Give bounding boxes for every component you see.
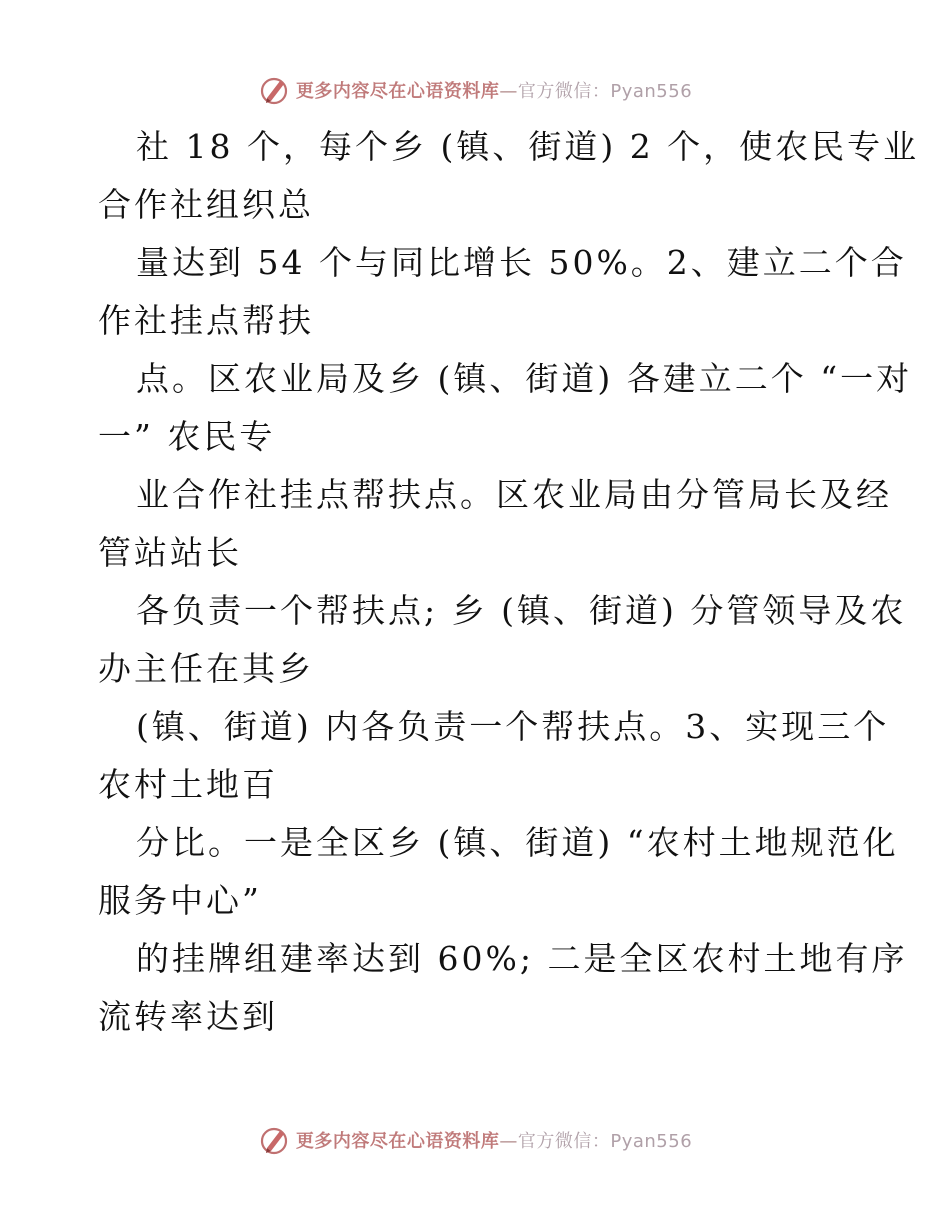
- pen-logo-icon: [258, 1124, 290, 1156]
- text-line-12: 农村土地百: [98, 765, 278, 804]
- watermark-contact: 官方微信：Pyan556: [517, 81, 693, 102]
- watermark-contact: 官方微信：Pyan556: [517, 1131, 693, 1152]
- document-body: [98, 118, 920, 1046]
- header-watermark: [0, 72, 950, 108]
- text-line-7: 业合作社挂点帮扶点。区农业局由分管局长及经: [136, 475, 892, 514]
- text-line-13: 分比。一是全区乡 (镇、街道) “农村土地规范化: [136, 823, 899, 862]
- text-line-15: 的挂牌组建率达到 60%; 二是全区农村土地有序: [136, 939, 908, 978]
- watermark-separator: —: [499, 1131, 518, 1152]
- text-line-16: 流转率达到: [98, 997, 278, 1036]
- text-line-14: 服务中心”: [98, 881, 262, 920]
- text-line-8: 管站站长: [98, 533, 242, 572]
- text-line-10: 办主任在其乡: [98, 649, 314, 688]
- text-line-2: 合作社组织总: [98, 185, 314, 224]
- watermark-brand: 更多内容尽在心语资料库: [295, 1131, 500, 1152]
- watermark-separator: —: [499, 81, 518, 102]
- watermark-brand: 更多内容尽在心语资料库: [295, 81, 500, 102]
- text-line-4: 作社挂点帮扶: [98, 301, 314, 340]
- text-line-9: 各负责一个帮扶点; 乡 (镇、街道) 分管领导及农: [136, 591, 907, 630]
- footer-watermark: [0, 1122, 950, 1158]
- text-line-3: 量达到 54 个与同比增长 50%。2、建立二个合: [136, 243, 907, 282]
- text-line-11: (镇、街道) 内各负责一个帮扶点。3、实现三个: [136, 707, 890, 746]
- text-line-1: 社 18 个，每个乡 (镇、街道) 2 个，使农民专业: [136, 127, 920, 166]
- pen-logo-icon: [258, 74, 290, 106]
- text-line-5: 点。区农业局及乡 (镇、街道) 各建立二个 “一对: [136, 359, 913, 398]
- watermark-text: [296, 1127, 692, 1153]
- watermark-text: [296, 77, 692, 103]
- text-line-6: 一” 农民专: [98, 417, 276, 456]
